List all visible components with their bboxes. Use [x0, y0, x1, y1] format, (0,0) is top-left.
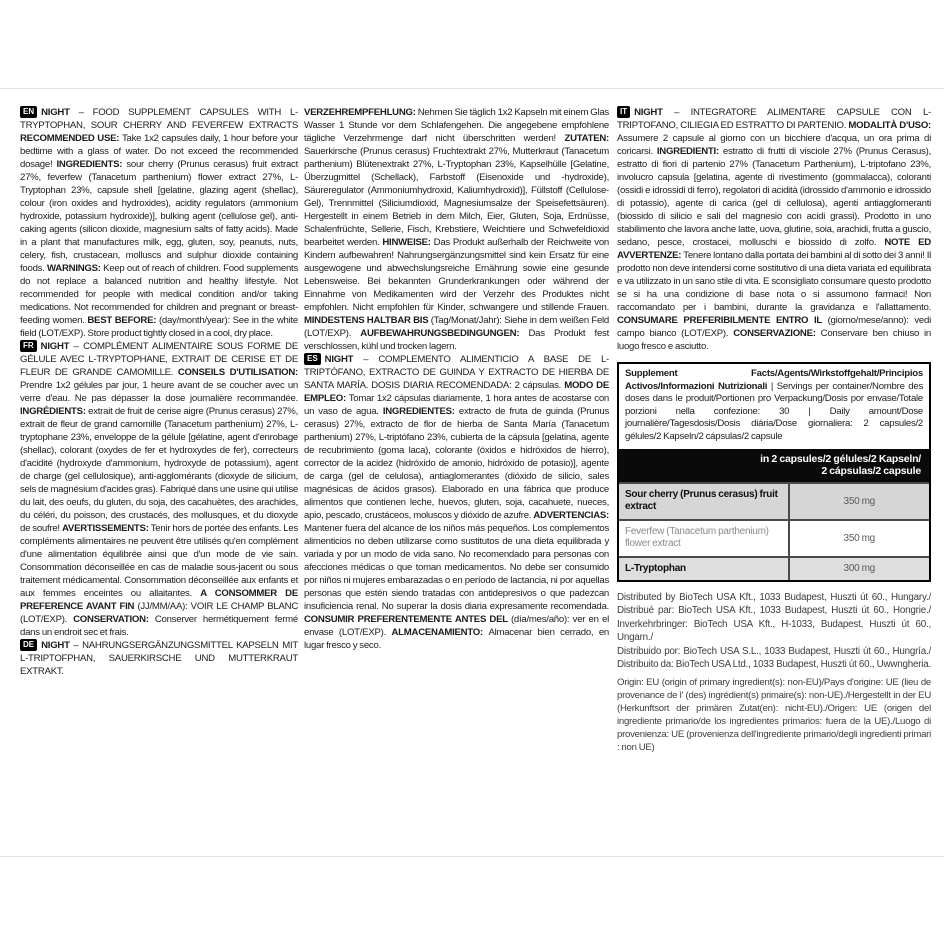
- supplement-facts-title: Supplement Facts/Agents/Wirkstoffgehalt/Principios Activos/Informazioni Nutrizionali: [625, 368, 923, 392]
- distributor-line: Distribuido por: BioTech USA S.L., 1033 Budapest, Huszti út 60., Hungría./: [617, 645, 931, 657]
- section-en: EN NIGHT – FOOD SUPPLEMENT CAPSULES WITH L-TRYPTOPHAN, SOUR CHERRY AND FEVERFEW EXTRACTS RECOMMENDED USE: Take 1x2 capsules daily, 1 hour before your bedtime with a glass of water. Do not exceed the recommended dosage! INGREDIENTS: sour cherry (Prunus cerasus) fruit extract 27%, feverfew (Tanacetum parthenium) flower extract 27%, L-Tryptophan 23%, capsule shell [gelatine, glazing agent (shellac), colour (iron oxides and hydroxides), acidity regulators (ammonium hydroxide, potassium hydroxide)], bulking agent (cellulose gel), anti-caking agents (silicon dioxide, magnesium salts of fatty acids). Made in a plant that manufactures milk, egg, gluten, soy, peanuts, nuts, celery, fish, crustacean, molluscs and sulphur dioxide containing foods. WARNINGS: Keep out of reach of children. Food supplements do not replace a balanced nutrition and healthy lifestyle. Not recommended for people with medical condition and/or taking medications. Not recommended for children and pregnant or breast-feeding women. BEST BEFORE: (day/month/year): See in the white field (LOT/EXP). Store product tightly closed in a cool, dry place.: [20, 107, 299, 339]
- table-row: [619, 482, 929, 519]
- ingredient-amount: 300 mg: [843, 563, 875, 575]
- supplement-facts-header: [619, 364, 929, 449]
- lang-badge-de: DE: [20, 639, 37, 651]
- supplement-facts-table: [617, 362, 931, 582]
- lang-badge-en: EN: [20, 106, 37, 118]
- ingredient-name: Feverfew (Tanacetum parthenium) flower extract: [619, 521, 790, 556]
- ingredient-name: Sour cherry (Prunus cerasus) fruit extract: [619, 484, 790, 519]
- ingredient-amount: 350 mg: [843, 495, 875, 507]
- label-bottom-cutline: [0, 856, 944, 857]
- text-column-left: [20, 106, 298, 678]
- lang-badge-fr: FR: [20, 340, 37, 352]
- distributor-line: Distribué par: BioTech USA Kft., 1033 Budapest, Huszti út 60., Hongrie./: [617, 605, 931, 617]
- section-origin: Origin: EU (origin of primary ingredient(s): non-EU)/Pays d'origine: UE (lieu de provenance de l' (des) ingrédient(s) primaire(s): non-UE)./Hergestellt in der EU (Herkunftsort der primären Zutat(en): nicht-EU)./Origen: UE (origen del ingrediente primario/de los ingredientes primarios: fuera de la UE)./Luogo di provenienza: UE (provenienza dell'ingrediente primario/degli ingredienti primari : non UE): [617, 676, 931, 753]
- section-de-continued: VERZEHREMPFEHLUNG: Nehmen Sie täglich 1x2 Kapseln mit einem Glas Wasser 1 Stunde vor dem Schlafengehen. Die angegebene empfohlene tägliche Verzehrmenge darf nicht überschritten werden! ZUTATEN: Sauerkirsche (Prunus cerasus) Fruchtextrakt 27%, Mutterkraut (Tanacetum parthenium) Blütenextrakt 27%, L-Tryptophan 23%, Kapselhülle [Gelatine, Überzugmittel (Schellack), Farbstoff (Eisenoxide und -hydroxide), Säureregulator (Ammoniumhydroxid, Kaliumhydroxid)], Füllstoff (Cellulose-Gel), Trennmittel (Siliciumdioxid, Magnesiumsalze der Speisefettsäuren). Hergestellt in einem Betrieb in dem Milch, Eier, Gluten, Soja, Erdnüsse, Schalenfrüchte, Sellerie, Fisch, Krebstiere, Weichtiere und Schwefeldioxid bearbeitet werden. HINWEISE: Das Produkt außerhalb der Reichweite von Kindern aufbewahren! Nahrungsergänzungsmittel sind kein Ersatz für eine ausgewogene und abwechslungsreiche Ernährung sowie eine gesunde Lebensweise. Bei bekannten Grunderkrankungen oder während der Einnahme von Medikamenten wird der Verzehr des Produktes nicht empfohlen. Nicht empfohlen für Kinder, schwangere und stillende Frauen. MINDESTENS HALTBAR BIS (Tag/Monat/Jahr): Siehe in dem weißen Feld (LOT/EXP). AUFBEWAHRUNGSBEDINGUNGEN: Das Produkt fest verschlossen, kühl und trocken lagern.: [304, 107, 609, 352]
- distributor-line: Inverkehrbringer: BioTech USA Kft., H-1033, Budapest, Huszti út 60., Ungarn./: [617, 618, 931, 644]
- section-it: IT NIGHT – INTEGRATORE ALIMENTARE CAPSULE CON L-TRIPTOFANO, CILIEGIA ED ESTRATTO DI PARTENIO. MODALITÀ D'USO: Assumere 2 capsule al giorno con un bicchiere d'acqua, un ora prima di coricarsi. INGREDIENTI: estratto di frutti di visciole 27% (Prunus Cerasus), estratto di fiori di partenio 27% (Tanacetum Parthenium), L-triptofano 23%, involucro capsula [gelatina, agente di rivestimento (gommalacca), coloranti (ossidi e idrossidi di ferro), regolatori di acidità (idrossido d'ammonio e idrossido di potassio), agente di carica (gel di cellulosa), agenti antiagglomeranti (biossido di silicio e sali del magnesio con acidi grassi). Prodotto in uno stabilimento che lavora anche latte, uova, glutine, soia, arachidi, frutta a guscio, sedano, pesce, crostacei, molluschi e biossido di zolfo. NOTE ED AVVERTENZE: Tenere lontano dalla portata dei bambini al di sotto dei 3 anni! Il prodotto non deve intendersi come sostitutivo di una dieta variata ed equilibrata e va utilizzato in un sano stile di vita. E sconsigliato consumare questo prodotto se si ha una condizione di base nota o si assumono farmaci! Non raccomandato per i bambini, durante la gravidanza e l'allattamento. CONSUMARE PREFERIBILMENTE ENTRO IL (giorno/mese/anno): vedi campo bianco (LOT/EXP). CONSERVAZIONE: Conservare ben chiuso in luogo fresco e asciutto.: [617, 107, 931, 352]
- section-fr: FR NIGHT – COMPLÉMENT ALIMENTAIRE SOUS FORME DE GÉLULE AVEC L-TRYPTOPHANE, EXTRAIT DE CERISE ET DE FLEUR DE GRANDE CAMOMILLE. CONSEILS D'UTILISATION: Prendre 1x2 gélules par jour, 1 heure avant de se coucher avec un verre d'eau. Ne pas dépasser la dose journalière recommandée. INGRÉDIENTS: extrait de fruit de cerise aigre (Prunus cerasus) 27%, extrait de fleur de grand camomille (Tanacetum parthenium) 27%, L-tryptophane 23%, enveloppe de la gélule [gélatine, agent d'enrobage (shellac), colorant (oxydes de fer et hydroxydes de fer), correcteurs d'acidité (hydroxyde d'ammonium, hydroxyde de potassium), agent de charge (gel cellulosique), anti-agglomérants (dioxyde de silicium, sels de magnésium d'acides gras). Fabriqué dans une usine qui utilise du lait, des oeufs, du gluten, du soja, des cacahuètes, des arachides, du céléri, du poisson, des crustacés, des mollusques, et du dioxyde de soufre! AVERTISSEMENTS: Tenir hors de portée des enfants. Les compléments alimentaires ne peuvent être utilisés qu'en complément d'une alimentation équilibrée ainsi que d'un mode de vie sain. Consommation déconseillée en cas de maladie sous-jacent ou sous traitement médicamental. Consommation déconseillée aux enfants et aux femmes enceintes ou allaitantes. A CONSOMMER DE PREFERENCE AVANT FIN (JJ/MM/AA): VOIR LE CHAMP BLANC (LOT/EXP). CONSERVATION: Conserver hermétiquement fermé dans un endroit sec et frais.: [20, 341, 299, 638]
- distributor-line: Distributed by BioTech USA Kft., 1033 Budapest, Huszti út 60., Hungary./: [617, 592, 931, 604]
- distributor-line: Distribuito da: BioTech USA Ltd., 1033 Budapest, Huszti út 60., Uwwngheria.: [617, 659, 931, 671]
- text-column-middle: [304, 106, 609, 652]
- lang-badge-es: ES: [304, 353, 321, 365]
- ingredient-amount: 350 mg: [843, 532, 875, 544]
- lang-badge-it: IT: [617, 106, 630, 118]
- label-top-cutline: [0, 88, 944, 89]
- table-row: [619, 519, 929, 556]
- supplement-facts-servings: | Servings per container/Nombre des doses dans le produit/Portionen pro Verpackung/Dosis por envase/Totale porzioni nella confezione: 30 | Daily amount/Dose journalière/Tagesdosis/Dosis diária/Dose giornaliera: 2 capsules/2 gélules/2 Kapseln/2 cápsulas/2 capsule: [625, 380, 923, 442]
- section-de: DE NIGHT – NAHRUNGSERGÄNZUNGSMITTEL KAPSELN MIT L-TRIPTOFPHAN, SAUERKIRSCHE UND MUTTERKRAUT EXTRAKT.: [20, 640, 298, 677]
- section-es: ES NIGHT – COMPLEMENTO ALIMENTICIO A BASE DE L-TRIPTÓFANO, EXTRACTO DE GUINDA Y EXTRACTO DE HIERBA DE SANTA MARÍA. DOSIS DIARIA RECOMENDADA: 2 cápsulas. MODO DE EMPLEO: Tomar 1x2 cápsulas diariamente, 1 hora antes de acostarse con un vaso de agua. INGREDIENTES: extracto de fruta de guinda (Prunus cerasus) 27%, extracto de flor de hierba de Santa María (Tanacetum parthenium) 27%, L-triptófano 23%, cubierta de la cápsula [gelatina, agente de recubrimiento (goma laca), colorante (óxidos e hidróxidos de hierro), corrector de la acidez (hidróxido de amonio, hidróxido de potasio)], agente de carga (gel de celulosa), antiaglomerantes (dióxido de silicio, sales magnésicas de ácidos grasos). Elaborado en una fábrica que produce alimentos que contienen leche, huevos, gluten, soja, cacahuete, nueces, apio, pescado, crustáceos, moluscos y dióxido de azufre. ADVERTENCIAS: Mantener fuera del alcance de los niños más pequeños. Los complementos alimenticios no deben utilizarse como sustitutos de una dieta equilibrada y variada y por un modo de vida sano. No recomendado para personas con afecciones médicas o que toman medicamentos. No debe ser consumido por niños ni mujeres embarazadas o en período de lactancia, ni por aquellas personas que estén siendo tratadas con antidepresivos o que padezcan insuficiencia renal. No superar la dosis diaria expresamente recomendada. CONSUMIR PREFERENTEMENTE ANTES DEL (día/mes/año): ver en el envase (LOT/EXP). ALMACENAMIENTO: Almacenar bien cerrado, en lugar fresco y seco.: [304, 354, 609, 651]
- table-row: [619, 556, 929, 581]
- distributor-block: [617, 591, 931, 671]
- text-column-right: [617, 106, 931, 754]
- ingredient-name: L-Tryptophan: [619, 558, 790, 581]
- amount-column-header: in 2 capsules/2 gélules/2 Kapseln/ 2 cápsulas/2 capsule: [619, 449, 929, 482]
